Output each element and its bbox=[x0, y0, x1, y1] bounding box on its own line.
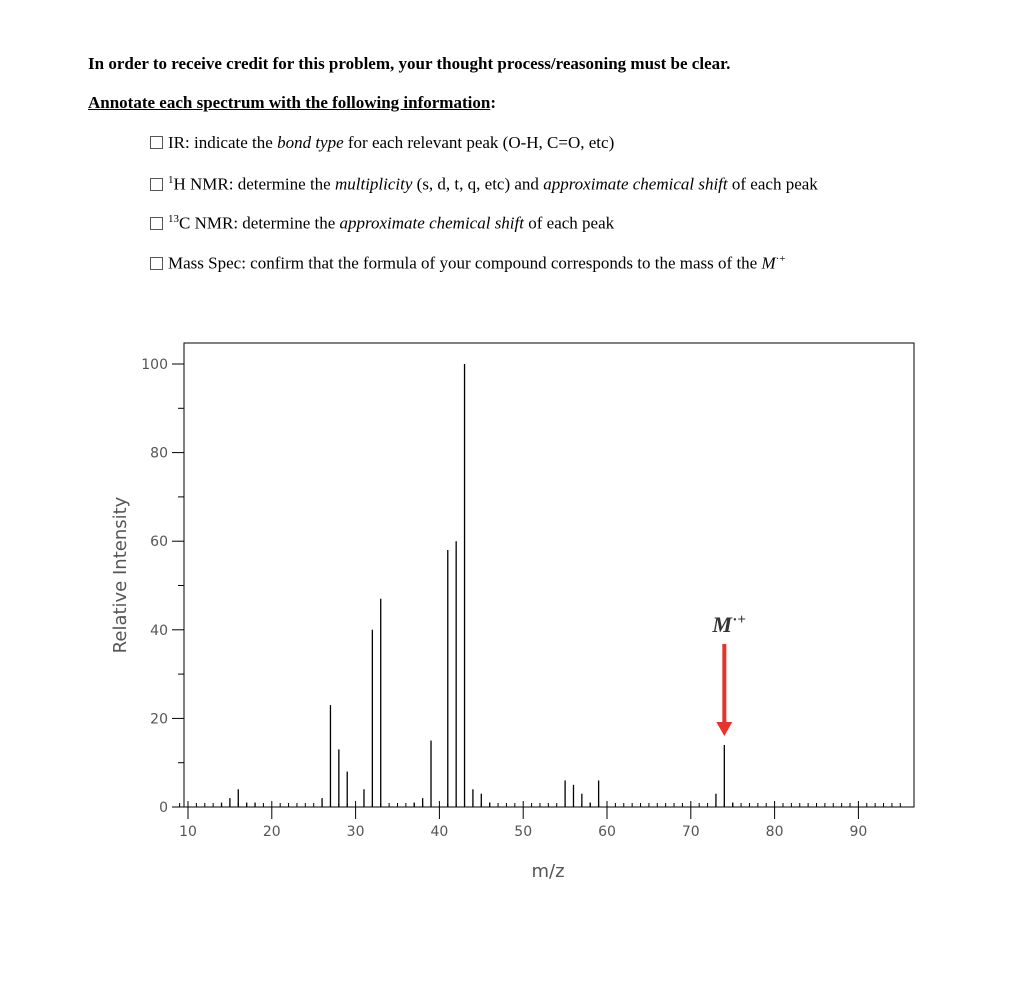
molecular-ion-annotation bbox=[711, 612, 746, 736]
y-tick-label: 60 bbox=[150, 534, 168, 551]
molecular-ion-label: M bbox=[712, 612, 732, 637]
y-tick-label: 0 bbox=[159, 800, 168, 816]
y-axis-label: Relative Intensity bbox=[110, 496, 131, 654]
item-emphasis: M bbox=[761, 253, 776, 273]
x-tick-label: 50 bbox=[514, 824, 533, 840]
x-tick-label: 60 bbox=[598, 824, 616, 840]
x-tick-label: 90 bbox=[849, 824, 868, 840]
annotate-heading-colon: : bbox=[490, 93, 496, 112]
item-text: IR: indicate the bbox=[168, 133, 278, 152]
item-emphasis: approximate chemical shift bbox=[339, 213, 524, 233]
item-text: H NMR: determine the bbox=[173, 174, 335, 194]
isotope-superscript: 13 bbox=[168, 213, 179, 225]
item-text: C NMR: determine the bbox=[179, 213, 340, 233]
y-tick-label: 80 bbox=[150, 445, 168, 462]
y-tick-labels bbox=[141, 357, 168, 816]
isotope-superscript: 1 bbox=[168, 174, 174, 186]
item-text: Mass Spec: confirm that the formula of your compound corresponds to the mass of the bbox=[168, 253, 762, 273]
item-emphasis: multiplicity bbox=[334, 174, 413, 194]
item-emphasis: approximate chemical shift bbox=[543, 174, 728, 194]
y-tick-label: 40 bbox=[150, 622, 168, 639]
radical-cation-superscript: ·+ bbox=[775, 253, 786, 265]
x-tick-label: 40 bbox=[430, 824, 449, 840]
instruction-heading: In order to receive credit for this problem, your thought process/reasoning must be clear. bbox=[88, 54, 731, 73]
x-axis-label: m/z bbox=[531, 861, 565, 882]
annotate-heading-text: Annotate each spectrum with the following information bbox=[88, 93, 491, 112]
x-tick-label: 30 bbox=[346, 824, 365, 840]
molecular-ion-arrow-head bbox=[716, 722, 732, 736]
y-tick-label: 100 bbox=[141, 357, 168, 373]
x-tick-label: 80 bbox=[765, 824, 784, 840]
item-text: (s, d, t, q, etc) and bbox=[412, 174, 544, 194]
item-text: of each peak bbox=[523, 213, 615, 233]
molecular-ion-superscript: ·+ bbox=[732, 612, 746, 628]
y-tick-label: 20 bbox=[150, 711, 168, 728]
x-tick-label: 70 bbox=[681, 824, 700, 840]
axis-ticks bbox=[172, 364, 900, 819]
peaks bbox=[222, 364, 733, 807]
plot-frame bbox=[184, 343, 914, 807]
item-text: of each peak bbox=[727, 174, 818, 194]
x-tick-label: 10 bbox=[179, 824, 197, 840]
x-tick-labels bbox=[179, 824, 867, 840]
item-emphasis: bond type bbox=[277, 133, 344, 152]
item-text: for each relevant peak (O-H, C=O, etc) bbox=[343, 133, 615, 152]
x-tick-label: 20 bbox=[262, 824, 281, 840]
